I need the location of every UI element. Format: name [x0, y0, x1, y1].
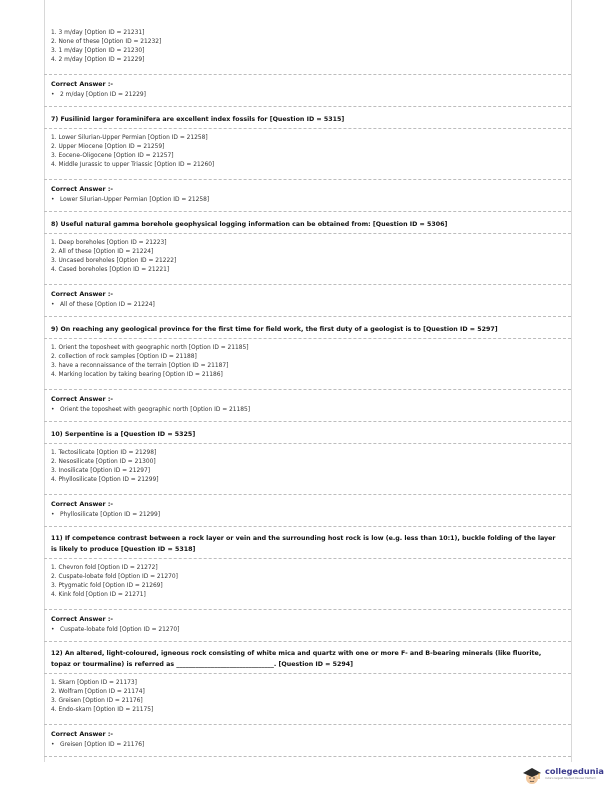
divider: [44, 128, 571, 129]
question-text: 9) On reaching any geological province for the first time for field work, the first duty of a geologist is to [Question ID = 5297]: [51, 326, 498, 333]
question-text: 7) Fusilinid larger foraminifera are excellent index fossils for [Question ID = 5315]: [51, 116, 345, 123]
divider: [44, 421, 571, 422]
graduation-cap-icon: [522, 766, 542, 786]
divider: [44, 389, 571, 390]
option-item: 3. Inosilicate [Option ID = 21297]: [51, 468, 151, 474]
divider: [44, 338, 571, 339]
correct-answer-text: Greisen [Option ID = 21176]: [60, 742, 145, 748]
correct-answer: [51, 742, 144, 748]
option-item: 3. 1 m/day [Option ID = 21230]: [51, 48, 145, 54]
option-item: 2. None of these [Option ID = 21232]: [51, 39, 162, 45]
bullet-icon: •: [51, 627, 55, 633]
correct-answer-label: Correct Answer :-: [51, 186, 113, 193]
correct-answer: [51, 627, 179, 633]
bullet-icon: •: [51, 197, 55, 203]
option-item: 4. 2 m/day [Option ID = 21229]: [51, 57, 145, 63]
option-item: 4. Middle Jurassic to upper Triassic [Option ID = 21260]: [51, 162, 215, 168]
bullet-icon: •: [51, 302, 55, 308]
option-item: 2. collection of rock samples [Option ID = 21188]: [51, 354, 197, 360]
bullet-icon: •: [51, 407, 55, 413]
divider: [44, 756, 571, 757]
divider: [44, 609, 571, 610]
option-item: 2. All of these [Option ID = 21224]: [51, 249, 154, 255]
option-item: 4. Marking location by taking bearing [Option ID = 21186]: [51, 372, 223, 378]
correct-answer: [51, 197, 209, 203]
correct-answer-label: Correct Answer :-: [51, 616, 113, 623]
option-item: 1. Skarn [Option ID = 21173]: [51, 680, 137, 686]
correct-answer-label: Correct Answer :-: [51, 731, 113, 738]
divider: [44, 233, 571, 234]
divider: [44, 673, 571, 674]
correct-answer-label: Correct Answer :-: [51, 81, 113, 88]
correct-answer-text: Orient the toposheet with geographic north [Option ID = 21185]: [60, 407, 251, 413]
option-item: 4. Kink fold [Option ID = 21271]: [51, 592, 146, 598]
option-item: 4. Cased boreholes [Option ID = 21221]: [51, 267, 170, 273]
correct-answer-text: Cuspate-lobate fold [Option ID = 21270]: [60, 627, 180, 633]
question-text: 8) Useful natural gamma borehole geophysical logging information can be obtained from: [Question ID = 5306]: [51, 221, 448, 228]
bullet-icon: •: [51, 742, 55, 748]
option-item: 3. Ptygmatic fold [Option ID = 21269]: [51, 583, 163, 589]
correct-answer-text: All of these [Option ID = 21224]: [60, 302, 155, 308]
divider: [44, 106, 571, 107]
correct-answer: [51, 302, 155, 308]
question-text: 11) If competence contrast between a rock layer or vein and the surrounding host rock is low (e.g. less than 10:1), buckle folding of the layer is likely to produce [Question ID = 5318]: [51, 535, 556, 553]
divider: [44, 211, 571, 212]
option-item: 1. Lower Silurian-Upper Permian [Option ID = 21258]: [51, 135, 208, 141]
option-item: 4. Phyllosilicate [Option ID = 21299]: [51, 477, 159, 483]
correct-answer-text: 2 m/day [Option ID = 21229]: [60, 92, 146, 98]
option-item: 2. Upper Miocene [Option ID = 21259]: [51, 144, 165, 150]
option-item: 3. Greisen [Option ID = 21176]: [51, 698, 143, 704]
divider: [44, 494, 571, 495]
correct-answer-label: Correct Answer :-: [51, 291, 113, 298]
collegedunia-logo[interactable]: [520, 764, 610, 788]
page-right-border: [571, 0, 572, 762]
option-item: 1. Chevron fold [Option ID = 21272]: [51, 565, 158, 571]
correct-answer: [51, 407, 250, 413]
divider: [44, 724, 571, 725]
option-item: 3. have a reconnaissance of the terrain [Option ID = 21187]: [51, 363, 229, 369]
logo-tagline: India's largest Student Review Platform: [545, 777, 597, 780]
divider: [44, 316, 571, 317]
option-item: 2. Nesosilicate [Option ID = 21300]: [51, 459, 156, 465]
page-left-border: [44, 0, 45, 762]
correct-answer: [51, 92, 146, 98]
divider: [44, 443, 571, 444]
divider: [44, 284, 571, 285]
divider: [44, 74, 571, 75]
logo-name: collegedunia: [545, 766, 604, 776]
correct-answer-text: Lower Silurian-Upper Permian [Option ID = 21258]: [60, 197, 210, 203]
option-item: 3. Uncased boreholes [Option ID = 21222]: [51, 258, 177, 264]
option-item: 1. Deep boreholes [Option ID = 21223]: [51, 240, 167, 246]
option-item: 4. Endo-skarn [Option ID = 21175]: [51, 707, 154, 713]
option-item: 1. Tectosilicate [Option ID = 21298]: [51, 450, 157, 456]
question-text: 10) Serpentine is a [Question ID = 5325]: [51, 431, 196, 438]
divider: [44, 558, 571, 559]
option-item: 3. Eocene-Oligocene [Option ID = 21257]: [51, 153, 174, 159]
option-item: 1. Orient the toposheet with geographic north [Option ID = 21185]: [51, 345, 249, 351]
divider: [44, 179, 571, 180]
bullet-icon: •: [51, 512, 55, 518]
bullet-icon: •: [51, 92, 55, 98]
option-item: 2. Wolfram [Option ID = 21174]: [51, 689, 145, 695]
divider: [44, 526, 571, 527]
option-item: 1. 3 m/day [Option ID = 21231]: [51, 30, 145, 36]
correct-answer-label: Correct Answer :-: [51, 501, 113, 508]
option-item: 2. Cuspate-lobate fold [Option ID = 21270]: [51, 574, 178, 580]
question-text: 12) An altered, light-coloured, igneous rock consisting of white mica and quartz with one or more F- and B-bearing minerals (like fluorite, topaz or tourmaline) is referred as _______________________________. [Question ID = 5294]: [51, 650, 542, 668]
divider: [44, 641, 571, 642]
correct-answer: [51, 512, 160, 518]
correct-answer-label: Correct Answer :-: [51, 396, 113, 403]
correct-answer-text: Phyllosilicate [Option ID = 21299]: [60, 512, 161, 518]
